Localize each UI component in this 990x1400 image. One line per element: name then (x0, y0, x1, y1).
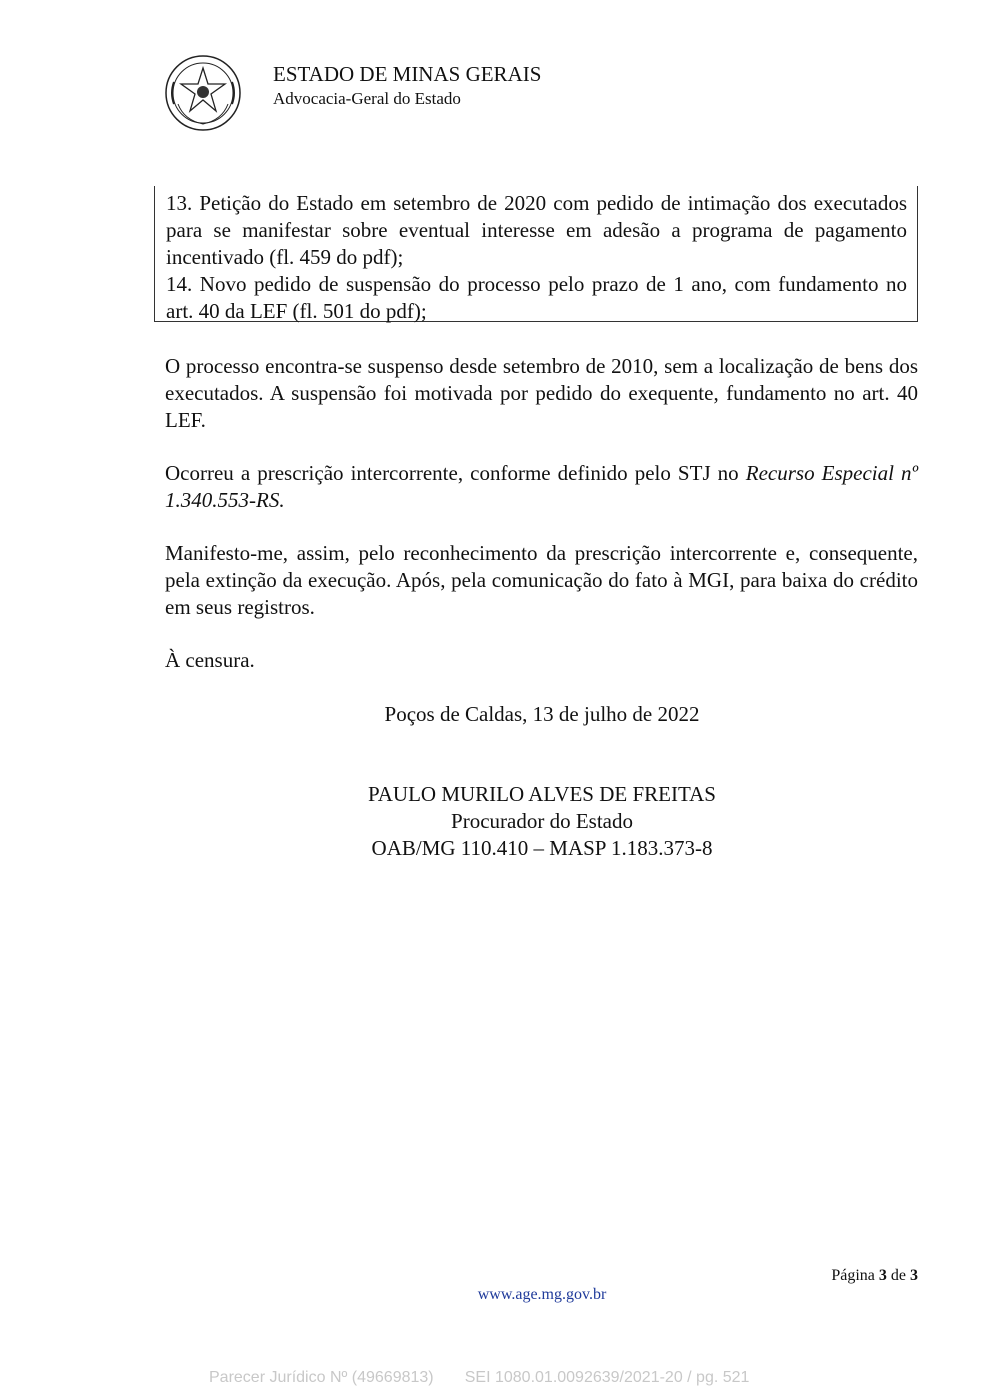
list-item-14: 14. Novo pedido de suspensão do processo pelo prazo de 1 ano, com fundamento no art. 40 da LEF (fl. 501 do pdf); (166, 272, 907, 323)
paragraph-closing: À censura. (165, 648, 255, 672)
boxed-history-list (154, 186, 918, 322)
paragraph-suspension: O processo encontra-se suspenso desde setembro de 2010, sem a localização de bens dos executados. A suspensão foi motivada por pedido do exequente, fundamento no art. 40 LEF. (165, 354, 918, 432)
header-subtitle: Advocacia-Geral do Estado (273, 89, 461, 108)
page-label: Página (831, 1267, 875, 1284)
page-current: 3 (878, 1267, 887, 1284)
page-of: de (890, 1267, 906, 1284)
signatory-name: PAULO MURILO ALVES DE FREITAS (368, 782, 716, 806)
paragraph-conclusion: Manifesto-me, assim, pelo reconhecimento da prescrição intercorrente e, consequente, pela extinção da execução. Após, pela comunicação do fato à MGI, para baixa do crédito em seus registros. (165, 541, 918, 619)
signatory-registration: OAB/MG 110.410 – MASP 1.183.373-8 (371, 836, 713, 860)
list-item-13: 13. Petição do Estado em setembro de 2020 com pedido de intimação dos executados para se manifestar sobre eventual interesse em adesão a programa de pagamento incentivado (fl. 459 do pdf); (166, 191, 907, 269)
page-number (831, 1267, 918, 1285)
paragraph-prescription-text: Ocorreu a prescrição intercorrente, conforme definido pelo STJ no (165, 461, 746, 485)
state-coat-of-arms-seal (164, 54, 242, 132)
sei-document-stamp: Parecer Jurídico Nº (49669813) SEI 1080.01.0092639/2021-20 / pg. 521 (209, 1369, 750, 1386)
website-link[interactable]: www.age.mg.gov.br (477, 1286, 607, 1303)
signature-block (0, 781, 990, 862)
dateline: Poços de Caldas, 13 de julho de 2022 (384, 702, 700, 726)
paragraph-prescription-citation: Recurso Especial nº 1.340.553-RS. (165, 461, 919, 512)
header-title: ESTADO DE MINAS GERAIS (273, 62, 542, 86)
paragraph-prescription (165, 460, 918, 514)
page-total: 3 (910, 1267, 918, 1284)
signatory-role: Procurador do Estado (451, 809, 633, 833)
